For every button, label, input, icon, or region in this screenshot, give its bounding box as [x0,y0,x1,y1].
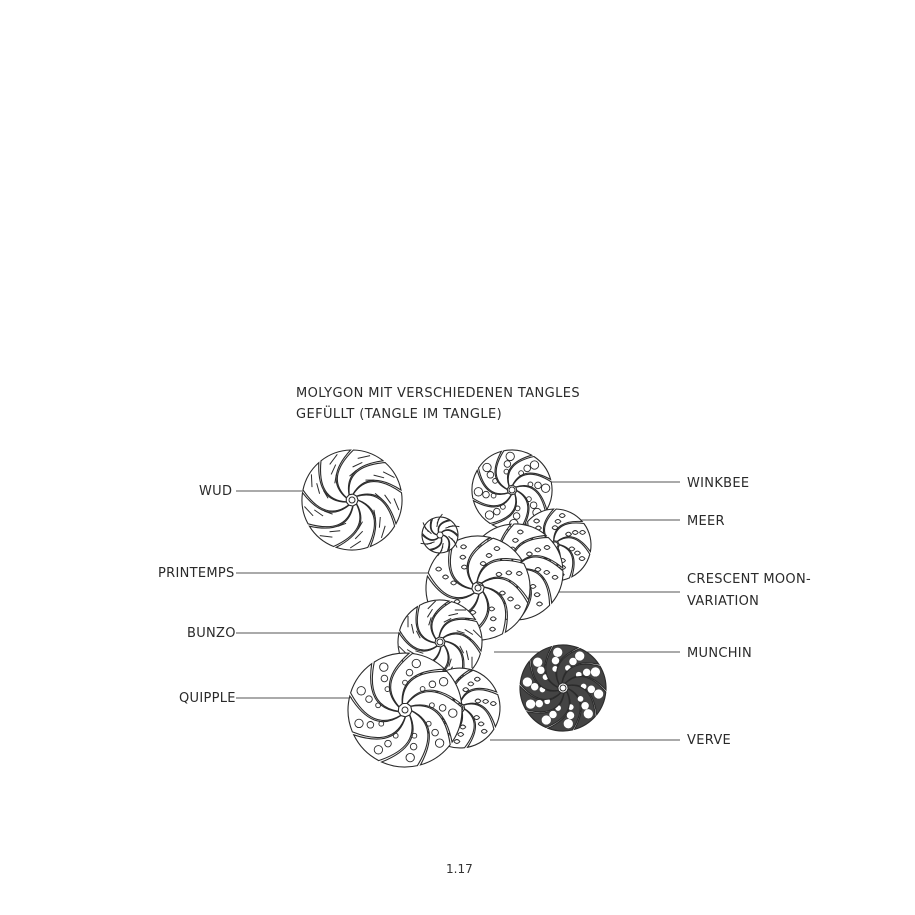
tangle-texture [554,648,562,656]
label-crescent-moon-line-2: VARIATION [687,594,760,609]
label-crescent-moon-line-1: CRESCENT MOON- [687,572,811,587]
swirl-center [349,497,355,503]
figure-heading [296,383,580,425]
tangle-texture [531,683,538,690]
swirl-center [437,639,443,645]
label-munchin: MUNCHIN [687,646,752,661]
tangle-texture [536,700,543,707]
swirl-center [437,532,443,538]
label-quipple: QUIPPLE [179,691,236,706]
tangle-texture [523,678,531,686]
swirl-center [475,585,481,591]
tangle-texture [591,668,599,676]
label-printemps: PRINTEMPS [158,566,235,581]
tangle-texture [550,711,557,718]
swirl-center [560,685,566,691]
molygon-munchin [520,645,606,731]
tangle-texture [567,712,574,719]
label-meer: MEER [687,514,725,529]
label-verve: VERVE [687,733,732,748]
molygon-group [302,450,606,767]
tangle-texture [526,700,534,708]
swirl-center [509,487,515,493]
tangle-texture [588,686,595,693]
swirl-center [402,707,408,713]
page-number: 1.17 [446,862,473,876]
tangle-texture [582,703,589,710]
tangle-texture [584,710,592,718]
tangle-texture [594,690,602,698]
tangle-texture [576,652,584,660]
tangle-texture [311,474,312,487]
tangle-texture [534,658,542,666]
heading-line-2: GEFÜLLT (TANGLE IM TANGLE) [296,407,503,422]
tangle-texture [538,667,545,674]
tangle-texture [570,658,577,665]
tangle-texture [552,657,559,664]
heading-line-1: MOLYGON MIT VERSCHIEDENEN TANGLES [296,386,581,401]
molygon-wud [302,450,402,550]
label-wud: WUD [199,484,233,499]
tangle-texture [542,716,550,724]
label-winkbee: WINKBEE [687,476,750,491]
label-bunzo: BUNZO [187,626,236,641]
tangle-texture [583,669,590,676]
tangle-texture [564,720,572,728]
tangle-texture [578,697,583,702]
